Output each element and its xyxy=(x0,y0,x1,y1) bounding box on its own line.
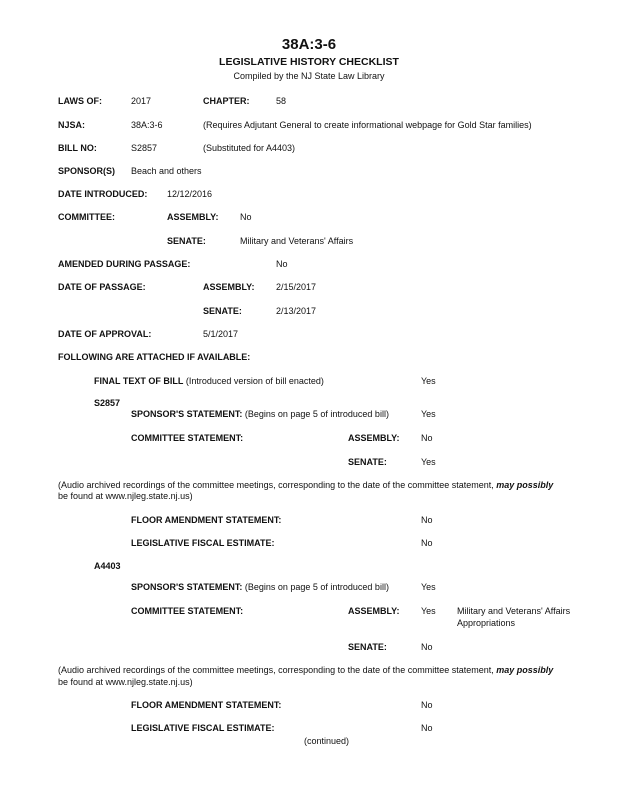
s2857-sponsor-value: Yes xyxy=(421,409,436,419)
amended-value: No xyxy=(276,259,288,269)
a4403-fiscal-value: No xyxy=(421,723,433,733)
bill-no-value: S2857 xyxy=(131,143,158,153)
s2857-assembly-value: No xyxy=(421,433,433,443)
audio-note-emphasis: may possibly xyxy=(496,480,554,490)
chapter-label: CHAPTER: xyxy=(203,96,250,106)
a4403-assembly-label: ASSEMBLY: xyxy=(348,606,400,616)
committee-assembly-label: ASSEMBLY: xyxy=(167,212,219,222)
a4403-assembly-committee-2: Appropriations xyxy=(457,618,516,628)
sponsor-label: SPONSOR(S) xyxy=(58,166,116,176)
audio-note-text: (Audio archived recordings of the committee meetings, corresponding to the date of the committee statement, xyxy=(58,665,497,675)
s2857-heading: S2857 xyxy=(94,398,121,408)
a4403-sponsor-note: (Begins on page 5 of introduced bill) xyxy=(244,582,389,592)
audio-note-line2: be found at www.njleg.state.nj.us) xyxy=(58,491,193,501)
audio-note-text: (Audio archived recordings of the committee meetings, corresponding to the date of the committee statement, xyxy=(58,480,497,490)
passage-senate-label: SENATE: xyxy=(203,306,242,316)
s2857-fiscal-label: LEGISLATIVE FISCAL ESTIMATE: xyxy=(131,538,275,548)
njsa-label: NJSA: xyxy=(58,120,86,130)
laws-of-value: 2017 xyxy=(131,96,152,106)
sponsor-value: Beach and others xyxy=(131,166,202,176)
a4403-sponsor-value: Yes xyxy=(421,582,436,592)
a4403-floor-value: No xyxy=(421,700,433,710)
s2857-assembly-label: ASSEMBLY: xyxy=(348,433,400,443)
s2857-sponsor-note: (Begins on page 5 of introduced bill) xyxy=(244,409,389,419)
s2857-floor-label: FLOOR AMENDMENT STATEMENT: xyxy=(131,515,282,525)
s2857-senate-label: SENATE: xyxy=(348,457,387,467)
final-text-value: Yes xyxy=(421,376,436,386)
passage-label: DATE OF PASSAGE: xyxy=(58,282,146,292)
chapter-value: 58 xyxy=(276,96,287,106)
audio-note-line2: be found at www.njleg.state.nj.us) xyxy=(58,677,193,687)
date-introduced-value: 12/12/2016 xyxy=(167,189,213,199)
attached-heading: FOLLOWING ARE ATTACHED IF AVAILABLE: xyxy=(58,352,251,362)
final-text-note: (Introduced version of bill enacted) xyxy=(185,376,324,386)
committee-label: COMMITTEE: xyxy=(58,212,115,222)
passage-assembly-label: ASSEMBLY: xyxy=(203,282,255,292)
njsa-description: (Requires Adjutant General to create informational webpage for Gold Star families) xyxy=(203,120,532,130)
a4403-floor-label: FLOOR AMENDMENT STATEMENT: xyxy=(131,700,282,710)
final-text-row xyxy=(94,376,324,386)
audio-note-line1 xyxy=(58,665,553,675)
njsa-value: 38A:3-6 xyxy=(131,120,163,130)
approval-label: DATE OF APPROVAL: xyxy=(58,329,152,339)
a4403-sponsor-label: SPONSOR'S STATEMENT: xyxy=(131,582,243,592)
date-introduced-label: DATE INTRODUCED: xyxy=(58,189,148,199)
a4403-committee-label: COMMITTEE STATEMENT: xyxy=(131,606,244,616)
a4403-sponsor-row xyxy=(131,582,389,592)
a4403-senate-label: SENATE: xyxy=(348,642,387,652)
compiled-by: Compiled by the NJ State Law Library xyxy=(233,71,385,81)
bill-no-note: (Substituted for A4403) xyxy=(203,143,296,153)
s2857-floor-value: No xyxy=(421,515,433,525)
approval-value: 5/1/2017 xyxy=(203,329,239,339)
statute-number: 38A:3-6 xyxy=(281,36,337,53)
page-title: LEGISLATIVE HISTORY CHECKLIST xyxy=(219,56,399,68)
amended-label: AMENDED DURING PASSAGE: xyxy=(58,259,191,269)
a4403-fiscal-label: LEGISLATIVE FISCAL ESTIMATE: xyxy=(131,723,275,733)
a4403-heading: A4403 xyxy=(94,561,121,571)
s2857-fiscal-value: No xyxy=(421,538,433,548)
audio-note-line1 xyxy=(58,480,553,490)
a4403-assembly-value: Yes xyxy=(421,606,436,616)
committee-assembly-value: No xyxy=(240,212,252,222)
s2857-senate-value: Yes xyxy=(421,457,436,467)
committee-senate-label: SENATE: xyxy=(167,236,206,246)
laws-of-label: LAWS OF: xyxy=(58,96,102,106)
a4403-assembly-committee-1: Military and Veterans' Affairs xyxy=(457,606,571,616)
continued-note: (continued) xyxy=(304,736,350,746)
s2857-sponsor-row xyxy=(131,409,389,419)
s2857-committee-label: COMMITTEE STATEMENT: xyxy=(131,433,244,443)
a4403-senate-value: No xyxy=(421,642,433,652)
bill-no-label: BILL NO: xyxy=(58,143,97,153)
committee-senate-value: Military and Veterans' Affairs xyxy=(240,236,354,246)
passage-assembly-value: 2/15/2017 xyxy=(276,282,317,292)
audio-note-emphasis: may possibly xyxy=(496,665,554,675)
passage-senate-value: 2/13/2017 xyxy=(276,306,317,316)
s2857-sponsor-label: SPONSOR'S STATEMENT: xyxy=(131,409,243,419)
final-text-label: FINAL TEXT OF BILL xyxy=(94,376,184,386)
